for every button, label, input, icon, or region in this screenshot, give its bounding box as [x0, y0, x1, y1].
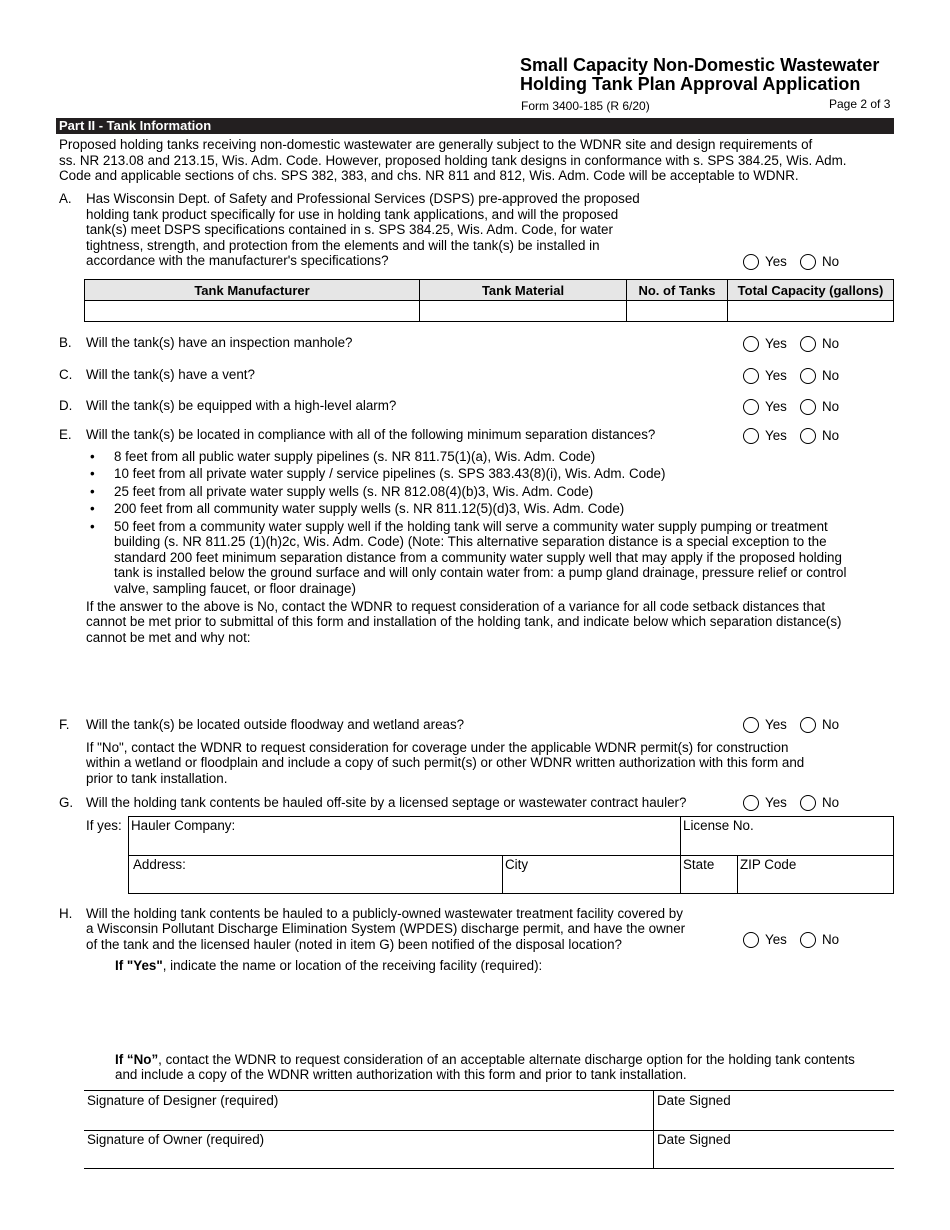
designer-signature-label: Signature of Designer (required) — [87, 1093, 279, 1108]
if-no-text-line-1: , contact the WDNR to request consideration of an acceptable alternate discharge option for the holding tank contents — [158, 1052, 855, 1067]
question-d-no-label: No — [822, 399, 840, 414]
hauler-company-label: Hauler Company: — [131, 818, 236, 833]
question-h-letter: H. — [59, 906, 73, 921]
designer-date-label: Date Signed — [657, 1093, 731, 1108]
separation-explanation-area[interactable] — [86, 648, 894, 708]
form-title-line1: Small Capacity Non-Domestic Wastewater — [520, 55, 880, 75]
question-f-note-line-1: If "No", contact the WDNR to request consideration for coverage under the applicable WDNR permit(s) for construction — [86, 740, 789, 755]
state-label: State — [683, 857, 715, 872]
separation-item-5-line-3: standard 200 feet minimum separation distance from a community water supply well that may apply if the proposed holding — [114, 550, 842, 565]
owner-date-label: Date Signed — [657, 1132, 731, 1147]
question-c-yes-label: Yes — [765, 368, 787, 383]
question-h-line-2: a Wisconsin Pollutant Discharge Elimination System (WPDES) discharge permit, and have the owner — [86, 921, 686, 936]
separation-item-3: 25 feet from all private water supply wells (s. NR 812.08(4)(b)3, Wis. Adm. Code) — [114, 484, 594, 499]
question-e-note-line-3: cannot be met and why not: — [86, 630, 251, 645]
question-f-no-radio[interactable] — [800, 717, 816, 733]
tank-material-header: Tank Material — [420, 280, 627, 301]
question-c-text: Will the tank(s) have a vent? — [86, 367, 255, 382]
question-b-letter: B. — [59, 335, 72, 350]
question-d-yes-radio[interactable] — [743, 399, 759, 415]
bullet-icon: • — [90, 484, 95, 499]
question-g-text: Will the holding tank contents be hauled off-site by a licensed septage or wastewater contract hauler? — [86, 795, 687, 810]
intro-line-3: Code and applicable sections of chs. SPS 382, 383, and chs. NR 811 and 812, Wis. Adm. Code will be acceptable to WDNR. — [59, 168, 799, 183]
form-title-line2: Holding Tank Plan Approval Application — [520, 74, 861, 94]
separation-item-5-line-4: tank is installed below the ground surface and will only contain water from: a pump gland drainage, pressure relief or control — [114, 565, 847, 580]
question-a-line-2: holding tank product specifically for use in holding tank applications, and will the proposed — [86, 207, 619, 222]
question-h-yes-radio[interactable] — [743, 932, 759, 948]
if-no-text-line-2: and include a copy of the WDNR written authorization with this form and prior to tank installation. — [115, 1067, 687, 1082]
question-f-yes-label: Yes — [765, 717, 787, 732]
question-b-no-label: No — [822, 336, 840, 351]
question-c-letter: C. — [59, 367, 73, 382]
no-of-tanks-header: No. of Tanks — [627, 280, 728, 301]
owner-signature-label: Signature of Owner (required) — [87, 1132, 265, 1147]
question-d-no-radio[interactable] — [800, 399, 816, 415]
question-b-yes-radio[interactable] — [743, 336, 759, 352]
if-no-bold: If “No” — [115, 1052, 159, 1067]
separation-item-5-line-2: building (s. NR 811.25 (1)(h)2c, Wis. Adm. Code) (Note: This alternative separation distance is a special exception to the — [114, 534, 827, 549]
tank-manufacturer-header: Tank Manufacturer — [85, 280, 420, 301]
question-g-yes-label: Yes — [765, 795, 787, 810]
license-number-label: License No. — [683, 818, 754, 833]
form-number: Form 3400-185 (R 6/20) — [521, 99, 650, 113]
address-label: Address: — [133, 857, 186, 872]
separation-item-5-line-1: 50 feet from a community water supply well if the holding tank will serve a community water supply pumping or treatment — [114, 519, 828, 534]
question-h-if-no-instruction — [115, 1052, 855, 1068]
intro-line-1: Proposed holding tanks receiving non-domestic wastewater are generally subject to the WDNR site and design requirements of — [59, 137, 813, 152]
section-heading: Part II - Tank Information — [56, 118, 894, 134]
question-a-letter: A. — [59, 191, 72, 206]
receiving-facility-area[interactable] — [115, 976, 894, 1046]
question-a-line-4: tightness, strength, and protection from the elements and will the tank(s) be installed in — [86, 238, 600, 253]
question-b-no-radio[interactable] — [800, 336, 816, 352]
question-h-line-3: of the tank and the licensed hauler (noted in item G) been notified of the disposal location? — [86, 937, 622, 952]
question-h-no-label: No — [822, 932, 840, 947]
if-yes-bold: If "Yes" — [115, 958, 163, 973]
city-field[interactable] — [502, 855, 681, 894]
intro-line-2: ss. NR 213.08 and 213.15, Wis. Adm. Code. However, proposed holding tank designs in conformance with s. SPS 384.25, Wis. Adm. — [59, 153, 847, 168]
question-b-yes-label: Yes — [765, 336, 787, 351]
question-c-yes-radio[interactable] — [743, 368, 759, 384]
question-h-if-yes-instruction — [115, 958, 542, 974]
question-e-no-radio[interactable] — [800, 428, 816, 444]
question-c-no-radio[interactable] — [800, 368, 816, 384]
bullet-icon: • — [90, 449, 95, 464]
question-f-no-label: No — [822, 717, 840, 732]
question-b-text: Will the tank(s) have an inspection manhole? — [86, 335, 353, 350]
bullet-icon: • — [90, 501, 95, 516]
question-e-yes-label: Yes — [765, 428, 787, 443]
total-capacity-header: Total Capacity (gallons) — [728, 280, 894, 301]
question-d-yes-label: Yes — [765, 399, 787, 414]
separation-item-4: 200 feet from all community water supply wells (s. NR 811.12(5)(d)3, Wis. Adm. Code) — [114, 501, 625, 516]
question-a-no-label: No — [822, 254, 840, 269]
question-d-text: Will the tank(s) be equipped with a high-level alarm? — [86, 398, 397, 413]
if-yes-label: If yes: — [86, 818, 122, 833]
no-of-tanks-cell[interactable] — [627, 301, 728, 322]
bullet-icon: • — [90, 466, 95, 481]
question-e-note-line-1: If the answer to the above is No, contact the WDNR to request consideration of a variance for all code setback distances that — [86, 599, 826, 614]
question-e-yes-radio[interactable] — [743, 428, 759, 444]
question-a-line-1: Has Wisconsin Dept. of Safety and Professional Services (DSPS) pre-approved the proposed — [86, 191, 640, 206]
tank-table — [84, 279, 894, 322]
separation-item-2: 10 feet from all private water supply / service pipelines (s. SPS 383.43(8)(i), Wis. Adm. Code) — [114, 466, 666, 481]
question-d-letter: D. — [59, 398, 73, 413]
question-a-line-5: accordance with the manufacturer's specifications? — [86, 253, 389, 268]
question-f-note-line-2: within a wetland or floodplain and include a copy of such permit(s) or other WDNR written authorization with this form and — [86, 755, 805, 770]
question-f-note-line-3: prior to tank installation. — [86, 771, 228, 786]
question-e-no-label: No — [822, 428, 840, 443]
question-a-yes-label: Yes — [765, 254, 787, 269]
question-h-line-1: Will the holding tank contents be hauled to a publicly-owned wastewater treatment facility covered by — [86, 906, 683, 921]
question-f-yes-radio[interactable] — [743, 717, 759, 733]
signature-bottom-rule — [84, 1168, 894, 1169]
question-g-no-radio[interactable] — [800, 795, 816, 811]
if-yes-text: , indicate the name or location of the receiving facility (required): — [162, 958, 543, 973]
city-label: City — [505, 857, 529, 872]
question-e-letter: E. — [59, 427, 72, 442]
bullet-icon: • — [90, 519, 95, 534]
question-e-note-line-2: cannot be met prior to submittal of this form and installation of the holding tank, and indicate below which separation distance(s) — [86, 614, 842, 629]
question-a-line-3: tank(s) meet DSPS specifications contained in s. SPS 384.25, Wis. Adm. Code, for water — [86, 222, 613, 237]
question-g-yes-radio[interactable] — [743, 795, 759, 811]
question-a-yes-radio[interactable] — [743, 254, 759, 270]
question-f-text: Will the tank(s) be located outside floodway and wetland areas? — [86, 717, 465, 732]
total-capacity-cell[interactable] — [728, 301, 894, 322]
question-h-yes-label: Yes — [765, 932, 787, 947]
zip-code-label: ZIP Code — [740, 857, 797, 872]
separation-item-1: 8 feet from all public water supply pipelines (s. NR 811.75(1)(a), Wis. Adm. Code) — [114, 449, 596, 464]
tank-material-cell[interactable] — [420, 301, 627, 322]
question-c-no-label: No — [822, 368, 840, 383]
page-number: Page 2 of 3 — [829, 97, 891, 111]
separation-item-5-line-5: valve, sampling faucet, or floor drainage) — [114, 581, 356, 596]
question-e-text: Will the tank(s) be located in compliance with all of the following minimum separation distances? — [86, 427, 656, 442]
question-f-letter: F. — [59, 717, 70, 732]
question-g-letter: G. — [59, 795, 74, 810]
question-h-no-radio[interactable] — [800, 932, 816, 948]
question-a-no-radio[interactable] — [800, 254, 816, 270]
question-g-no-label: No — [822, 795, 840, 810]
tank-manufacturer-cell[interactable] — [85, 301, 420, 322]
